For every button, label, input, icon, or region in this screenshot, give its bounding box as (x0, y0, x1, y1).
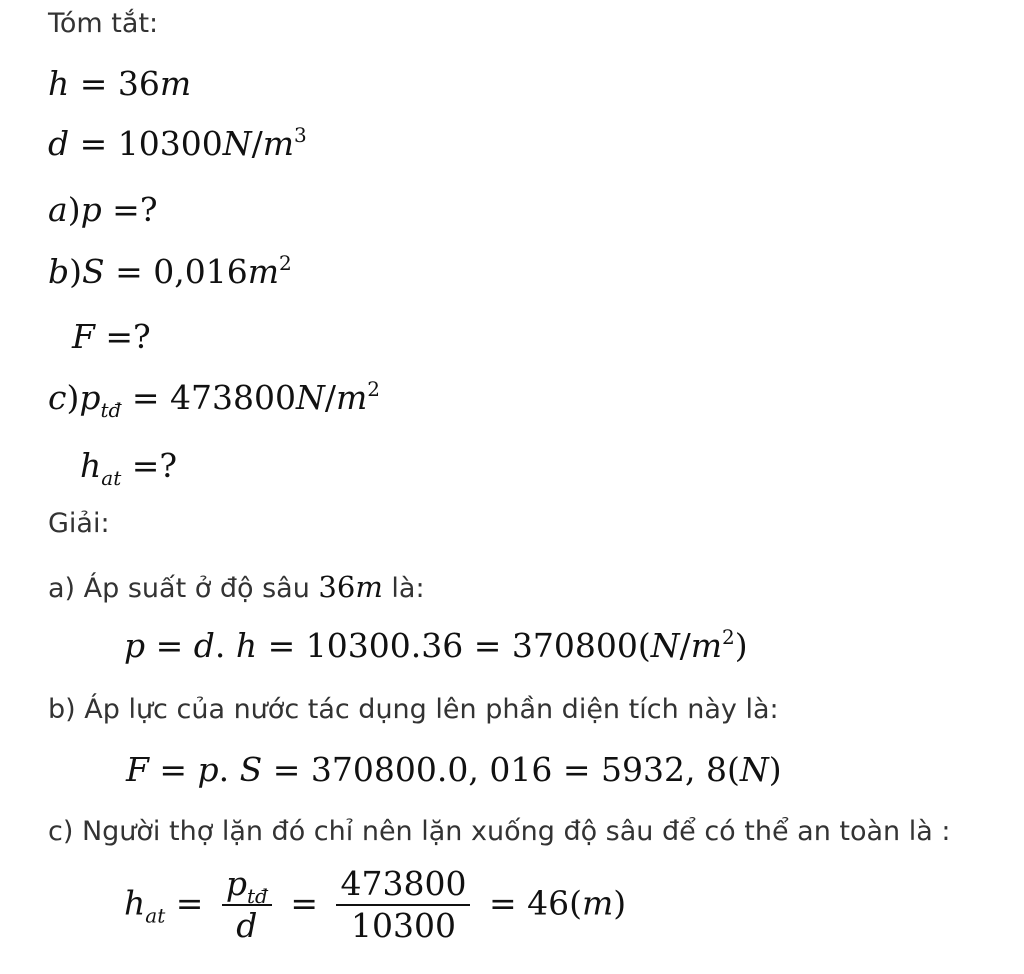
part-b-intro: b) Áp lực của nước tác dụng lên phần diện tích này là: (48, 694, 779, 725)
part-a-result: 370800 (511, 626, 638, 665)
part-c-intro: c) Người thợ lặn đó chỉ nên lặn xuống độ sâu để có thể an toàn là : (48, 816, 951, 847)
solution-heading: Giải: (48, 508, 110, 539)
depth-value: 36 (117, 64, 160, 103)
question-c: $h_{at}$ =? (80, 446, 178, 490)
part-a-intro: a) Áp suất ở độ sâu 36m là: (48, 570, 425, 604)
question-a: a)p =? (48, 190, 158, 229)
part-a-intro-text: a) Áp suất ở độ sâu (48, 573, 310, 604)
part-a-intro-tail: là: (391, 573, 425, 604)
part-c-equation: $h_{at}$ = $\frac{p_{tđ}}{d}$ = $\frac{473800}{10300}$ = 46(m) (124, 864, 627, 946)
given-depth: h = 36m (48, 64, 192, 103)
part-a-product: 10300.36 (305, 626, 464, 665)
fraction-numerator: $p_{tđ}$ (222, 866, 272, 906)
part-a-equation: p = d. $h = 10300.36 = 370800(N/m^2)$ (124, 625, 748, 665)
given-max-pressure: $c)p_{tđ} = 473800N/m^2$ (48, 377, 380, 422)
given-area: $b)S = 0,016m^2$ (48, 251, 292, 291)
part-c-result: 46 (527, 883, 570, 923)
part-a-intro-depth: 36 (318, 570, 356, 604)
part-b-product: 370800.0, 016 (310, 750, 553, 789)
fraction-numeric (336, 866, 470, 945)
fraction-numeric-numerator: 473800 (336, 866, 470, 906)
max-pressure-value: 473800 (169, 378, 296, 417)
fraction-numeric-denominator: 10300 (350, 906, 456, 946)
question-b: F =? (72, 317, 151, 356)
area-value: 0,016 (153, 252, 248, 291)
part-b-equation: F = p. S = 370800.0, 016 = 5932, 8(N) (126, 750, 782, 789)
specific-weight-value: 10300 (117, 124, 223, 163)
part-b-result: 5932, 8 (600, 750, 727, 789)
fraction-ptd-over-d (222, 866, 272, 945)
given-specific-weight: $d = 10300N/m^3$ (48, 123, 307, 163)
fraction-denominator: d (236, 906, 258, 946)
summary-heading: Tóm tắt: (48, 8, 159, 39)
